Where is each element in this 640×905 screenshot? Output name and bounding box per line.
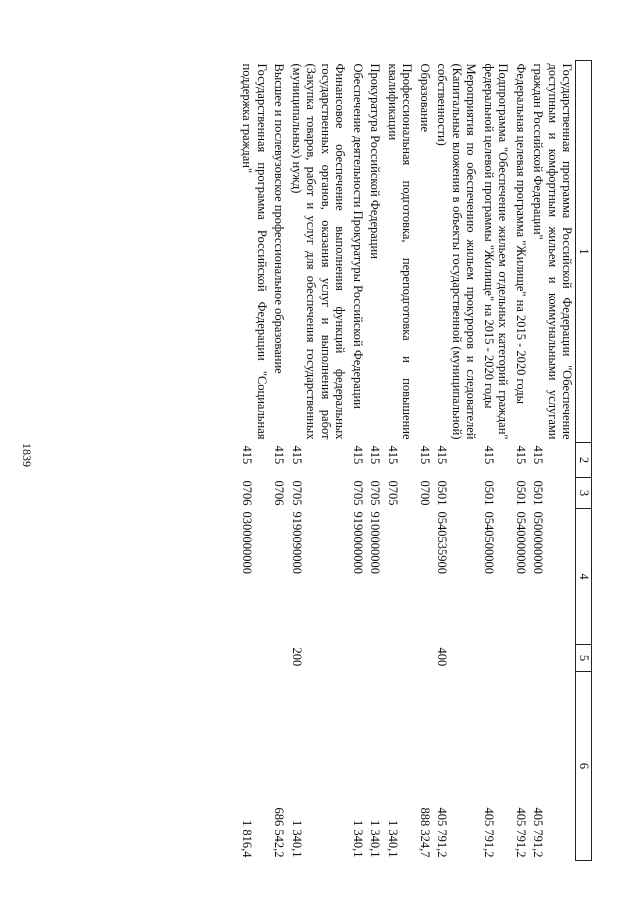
row-name: Обеспечение деятельности Прокуратуры Российской Федерации (351, 63, 365, 409)
expense-code (480, 645, 512, 672)
table-row (238, 61, 270, 861)
expense-code (416, 645, 434, 672)
table-row (480, 61, 512, 861)
table-row (433, 61, 480, 861)
ministry-code: 415 (531, 445, 546, 465)
row-name: Прокуратура Российской Федерации (368, 63, 383, 259)
section-code: 0501 (514, 480, 528, 506)
section-code: 0501 (531, 480, 546, 506)
expense-code (238, 645, 270, 672)
column-header: 4 (576, 509, 592, 645)
ministry-code: 415 (240, 445, 255, 465)
row-name: Мероприятия по обеспечению жильем прокуроров и следователей (Капитальные вложения в объекты государственной (муниципальной) собственности) (435, 63, 479, 440)
ministry-code: 415 (435, 445, 450, 465)
section-code: 0501 (435, 480, 450, 506)
expense-code (512, 645, 530, 672)
ministry-code: 415 (482, 445, 496, 465)
page-number: 1839 (20, 443, 34, 467)
ministry-code: 415 (514, 445, 528, 465)
amount: 1 340,1 (290, 820, 304, 858)
section-code: 0706 (272, 480, 287, 506)
target-code (384, 509, 416, 645)
ministry-code: 415 (386, 445, 400, 465)
row-name: Профессиональная подготовка, переподготовка и повышение квалификации (386, 63, 415, 440)
table-row (384, 61, 416, 861)
table-row (366, 61, 384, 861)
target-code: 9190090000 (290, 511, 304, 574)
ministry-code: 415 (290, 445, 304, 465)
row-name: Государственная программа Российской Федерации "Обеспечение доступным и комфортным жильем и коммунальными услугами граждан Российской Федерации" (531, 63, 575, 440)
section-code: 0705 (386, 480, 400, 506)
expense-code (349, 645, 367, 672)
amount: 1 816,4 (240, 820, 255, 858)
expense-code (384, 645, 416, 672)
amount: 405 791,2 (531, 807, 546, 858)
ministry-code: 415 (351, 445, 365, 465)
expense-code (529, 645, 576, 672)
expense-code: 400 (435, 647, 450, 667)
section-code: 0705 (368, 480, 383, 506)
target-code (270, 509, 288, 645)
rotated-page-content (74, 60, 592, 860)
row-name: Финансовое обеспечение выполнения функций федеральных государственных органов, оказания услуг и выполнения работ (Закупка товаров, работ и услуг для обеспечения государственных (муниципальных) нужд) (290, 63, 348, 440)
target-code: 0540535900 (435, 511, 450, 574)
expense-code (366, 645, 384, 672)
target-code (416, 509, 434, 645)
target-code: 9100000000 (368, 511, 383, 574)
column-header: 2 (576, 443, 592, 478)
table-row (349, 61, 367, 861)
amount: 1 340,1 (351, 820, 365, 858)
amount: 405 791,2 (435, 807, 450, 858)
row-name: Федеральная целевая программа "Жилище" на 2015 - 2020 годы (514, 63, 528, 405)
row-name: Образование (418, 63, 432, 133)
ministry-code: 415 (272, 445, 287, 465)
amount: 888 324,7 (418, 807, 432, 858)
column-header: 5 (576, 645, 592, 672)
target-code: 0500000000 (531, 511, 546, 574)
table-row (529, 61, 576, 861)
amount: 405 791,2 (514, 807, 528, 858)
ministry-code: 415 (368, 445, 383, 465)
table-header-row (576, 61, 592, 861)
table-row (512, 61, 530, 861)
amount: 1 340,1 (368, 820, 383, 858)
amount: 405 791,2 (482, 807, 496, 858)
section-code: 0501 (482, 480, 496, 506)
section-code: 0706 (240, 480, 255, 506)
row-name: Подпрограмма "Обеспечение жильем отдельных категорий граждан" федеральной целевой программы "Жилище" на 2015 - 2020 годы (482, 63, 511, 440)
amount: 1 340,1 (386, 820, 400, 858)
section-code: 0705 (351, 480, 365, 506)
target-code: 0300000000 (240, 511, 255, 574)
section-code: 0700 (418, 480, 432, 506)
table-row (416, 61, 434, 861)
table-row (270, 61, 288, 861)
column-header: 3 (576, 478, 592, 509)
amount: 686 542,2 (272, 807, 287, 858)
column-header: 6 (576, 672, 592, 861)
target-code: 0540500000 (482, 511, 496, 574)
section-code: 0705 (290, 480, 304, 506)
target-code: 9190000000 (351, 511, 365, 574)
ministry-code: 415 (418, 445, 432, 465)
row-name: Государственная программа Российской Федерации "Социальная поддержка граждан" (240, 63, 269, 440)
budget-table (238, 60, 592, 861)
expense-code (270, 645, 288, 672)
column-header: 1 (576, 61, 592, 443)
row-name: Высшее и послевузовское профессиональное образование (272, 63, 287, 374)
table-row (288, 61, 349, 861)
target-code: 0540000000 (514, 511, 528, 574)
expense-code: 200 (290, 647, 304, 667)
